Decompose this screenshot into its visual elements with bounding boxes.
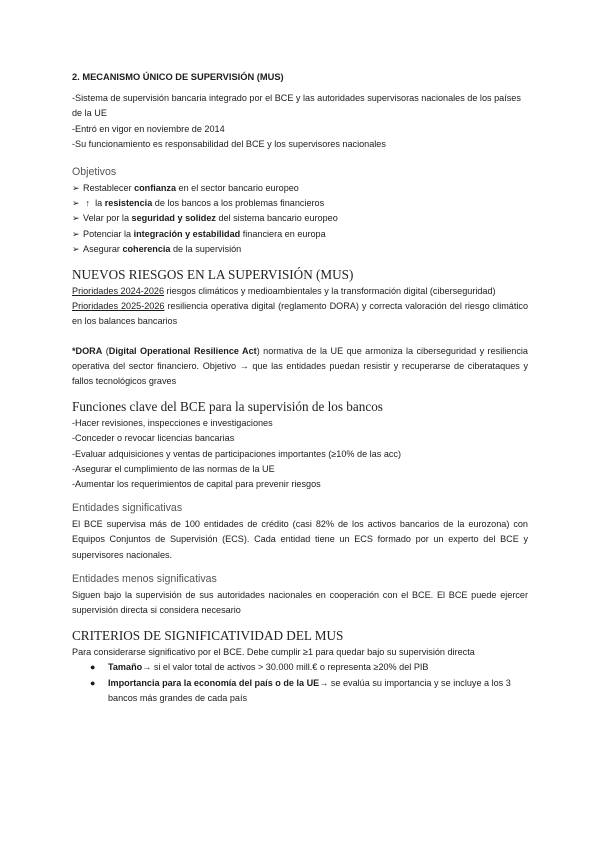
significativas-text: El BCE supervisa más de 100 entidades de crédito (casi 82% de los activos bancarios de la eurozona) con Equipos Conjuntos de Supervisión (ECS). Cada entidad tiene un ECS formado por un experto del BCE y supervisores nacionales. (72, 519, 528, 560)
section-title-mus: 2. MECANISMO ÚNICO DE SUPERVISIÓN (MUS) (72, 72, 284, 82)
prioridades-2024: Prioridades 2024-2026 riesgos climáticos y medioambientales y la transformación digital (ciberseguridad) (72, 286, 496, 297)
funcion-line: -Asegurar el cumplimiento de las normas de la UE (72, 463, 275, 474)
mus-line: -Entró en vigor en noviembre de 2014 (72, 123, 225, 134)
heading-criterios: CRITERIOS DE SIGNIFICATIVIDAD DEL MUS (72, 628, 344, 644)
objetivo-item: ➢ Velar por la seguridad y solidez del sistema bancario europeo (72, 211, 528, 226)
arrow-icon: ➢ (72, 183, 80, 194)
list-item: ● Tamaño→ si el valor total de activos > 30.000 mill.€ o representa ≥20% del PIB (86, 660, 528, 675)
heading-entidades-menos-significativas: Entidades menos significativas (72, 572, 217, 585)
funcion-line: -Hacer revisiones, inspecciones e investigaciones (72, 418, 273, 429)
criterios-list (72, 660, 528, 706)
funcion-line: -Aumentar los requerimientos de capital para prevenir riesgos (72, 479, 321, 490)
objetivo-item: ➢ ↑ la resistencia de los bancos a los problemas financieros (72, 196, 528, 211)
objetivo-item: ➢ Asegurar coherencia de la supervisión (72, 242, 528, 257)
heading-objetivos: Objetivos (72, 166, 117, 179)
funcion-line: -Evaluar adquisiciones y ventas de participaciones importantes (≥10% de las acc) (72, 448, 401, 459)
heading-funciones: Funciones clave del BCE para la supervisión de los bancos (72, 399, 383, 415)
arrow-icon: ➢ (72, 228, 80, 239)
bullet-icon: ● (90, 677, 96, 688)
list-item: ● Importancia para la economía del país o de la UE→ se evalúa su importancia y se incluye a los 3 bancos más grandes de cada país (90, 677, 511, 703)
funcion-line: -Conceder o revocar licencias bancarias (72, 433, 235, 444)
criterios-intro: Para considerarse significativo por el BCE. Debe cumplir ≥1 para quedar bajo su supervisión directa (72, 647, 475, 658)
objetivo-item: ➢ Restablecer confianza en el sector bancario europeo (72, 181, 528, 196)
menos-significativas-text: Siguen bajo la supervisión de sus autoridades nacionales en cooperación con el BCE. El BCE puede ejercer supervisión directa si considera necesario (72, 589, 528, 616)
heading-nuevos-riesgos: NUEVOS RIESGOS EN LA SUPERVISIÓN (MUS) (72, 267, 354, 283)
dora-note: *DORA (Digital Operational Resilience Act) normativa de la UE que armoniza la ciberseguridad y resiliencia operativa del sector financiero. Objetivo → que las entidades puedan resistir y recuperarse de ciberataques y fallos tecnológicos graves (72, 345, 528, 387)
mus-line: -Sistema de supervisión bancaria integrado por el BCE y las autoridades supervisoras nacionales de los países de la UE (72, 93, 521, 119)
arrow-icon: ➢ (72, 243, 80, 254)
bullet-icon: ● (90, 662, 96, 673)
prioridades-2025: Prioridades 2025-2026 resiliencia operativa digital (reglamento DORA) y correcta valoración del riesgo climático en los balances bancarios (72, 301, 528, 327)
objetivo-item: ➢ Potenciar la integración y estabilidad financiera en europa (72, 227, 528, 242)
mus-line: -Su funcionamiento es responsabilidad del BCE y los supervisores nacionales (72, 138, 386, 149)
heading-entidades-significativas: Entidades significativas (72, 502, 183, 515)
arrow-icon: ➢ (72, 198, 80, 209)
arrow-icon: ➢ (72, 213, 80, 224)
